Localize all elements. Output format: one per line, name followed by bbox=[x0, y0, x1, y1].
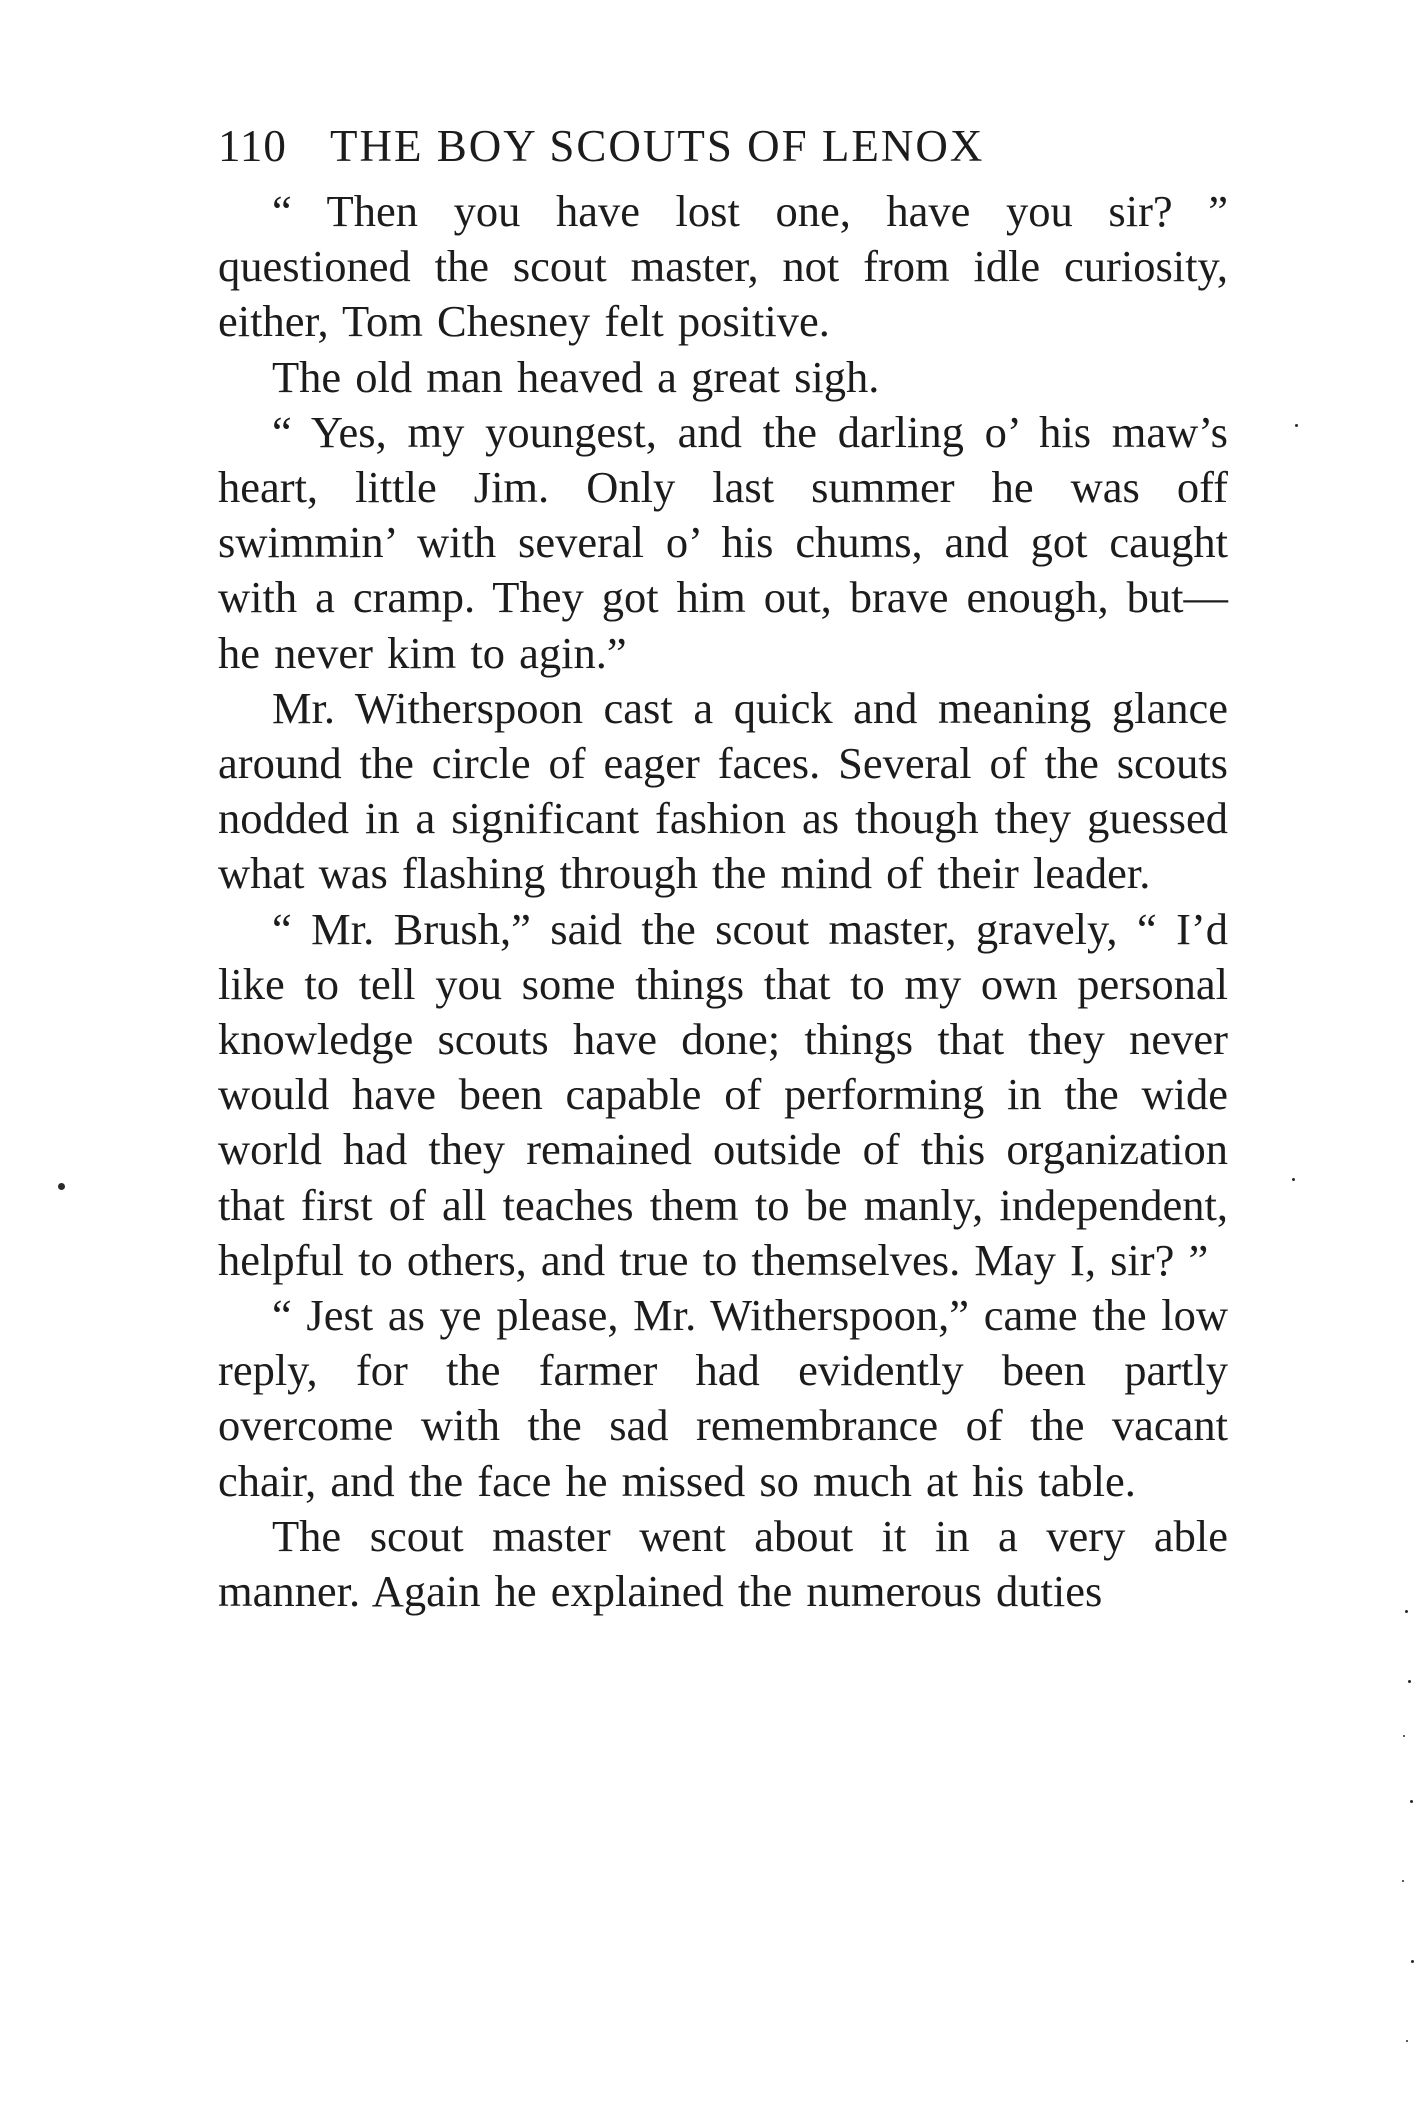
paper-speck bbox=[1402, 1880, 1404, 1882]
paper-speck bbox=[1406, 2040, 1408, 2042]
paper-speck bbox=[58, 1183, 65, 1190]
paragraph-glance: Mr. Witherspoon cast a quick and meaning glance around the circle of eager faces. Several of the scouts nodded in a significant fashion as though they guessed what was flashing through the mind of their leader. bbox=[218, 682, 1228, 899]
paper-speck bbox=[1408, 1680, 1411, 1683]
paragraph-little-jim: “ Yes, my youngest, and the darling o’ his maw’s heart, little Jim. Only last summer he was off swimmin’ with several o’ his chums, and got caught with a cramp. They got him out, brave enough, but—he never kim to agin.” bbox=[218, 406, 1228, 678]
paper-speck bbox=[1403, 1735, 1405, 1737]
running-title: THE BOY SCOUTS OF LENOX bbox=[330, 121, 985, 171]
page-number: 110 bbox=[218, 121, 287, 171]
paper-speck bbox=[1410, 1800, 1413, 1803]
paragraph-lost-one: “ Then you have lost one, have you sir? ” questioned the scout master, not from idle curiosity, either, Tom Chesney felt positive. bbox=[218, 186, 1228, 347]
paragraph-sigh: The old man heaved a great sigh. bbox=[272, 351, 880, 402]
paper-speck bbox=[1411, 1960, 1414, 1963]
paper-speck bbox=[1295, 424, 1298, 427]
paper-speck bbox=[1292, 1178, 1295, 1181]
paragraph-mr-brush: “ Mr. Brush,” said the scout master, gravely, “ I’d like to tell you some things that to my own personal knowledge scouts have done; things that they never would have been capable of performing in the wide world had they remained outside of this organization that first of all teaches them to be manly, independent, helpful to others, and true to themselves. May I, sir? ” bbox=[218, 903, 1228, 1285]
paragraph-able-manner: The scout master went about it in a very able manner. Again he explained the numerous duties bbox=[218, 1510, 1228, 1617]
body-text bbox=[218, 184, 1228, 1619]
paragraph-jest: “ Jest as ye please, Mr. Witherspoon,” came the low reply, for the farmer had evidently been partly overcome with the sad remembrance of the vacant chair, and the face he missed so much at his table. bbox=[218, 1290, 1228, 1506]
book-page bbox=[218, 116, 1228, 1619]
running-head bbox=[218, 116, 1228, 176]
paper-speck bbox=[1405, 1610, 1408, 1613]
